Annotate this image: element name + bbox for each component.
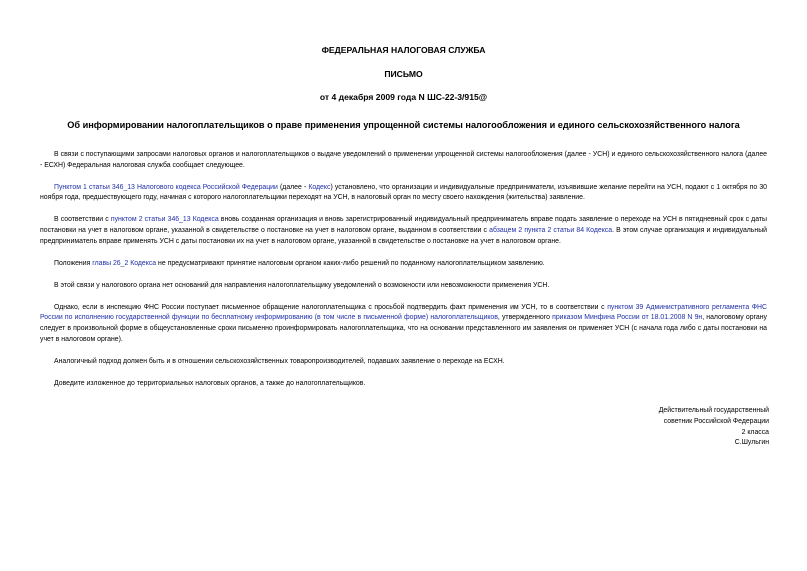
link-code[interactable]: Кодекс: [308, 183, 331, 191]
paragraph-text: . В этом случае организация и индивидуальный предприниматель вправе применять УСН с даты постановки их на учет в налоговом органе, указанной в свидетельстве о постановке на учет в налоговом органе.: [40, 226, 767, 245]
document-type: ПИСЬМО: [384, 69, 423, 79]
link-article-346-13-p1[interactable]: Пунктом 1 статьи 346_13 Налогового кодекса Российской Федерации: [54, 183, 278, 191]
link-article-84[interactable]: абзацем 2 пункта 2 статьи 84 Кодекса: [489, 226, 613, 234]
signature-line-3: 2 класса: [741, 428, 769, 436]
signature-name: С.Шульгин: [734, 439, 769, 447]
paragraph-text: , налоговому органу следует в произвольной форме в общеустановленные сроки письменно проинформировать налогоплательщика, что на основании представленного им заявления он применяет УСН (с начала года либо с даты постановки на учет в налоговом органе).: [40, 314, 767, 343]
paragraph-6: [40, 303, 767, 345]
signature-line-2: советник Российской Федерации: [663, 417, 769, 425]
paragraph-text: вновь созданная организация и вновь зарегистрированный индивидуальный предприниматель вправе подать заявление о переходе на УСН в пятидневный срок с даты постановки на учет в налоговом органе, указанной в свидетельстве о постановке на учет в налоговом органе, выданном в соответствии с: [40, 216, 767, 234]
paragraph-text: не предусматривают принятие налоговым органом каких-либо решений по поданному налогоплательщиком заявлению.: [156, 259, 545, 267]
document-title: Об информировании налогоплательщиков о праве применения упрощенной системы налогообложения и единого сельскохозяйственного налога: [67, 120, 740, 130]
document-date-number: от 4 декабря 2009 года N ШС-22-3/915@: [319, 92, 488, 102]
link-chapter-26-2[interactable]: главы 26_2 Кодекса: [92, 259, 157, 267]
paragraph-text: , утвержденного: [497, 314, 553, 322]
paragraph-2: [40, 183, 767, 204]
signature-block: [549, 406, 769, 449]
paragraph-text: (далее -: [277, 183, 309, 191]
agency-name: ФЕДЕРАЛЬНАЯ НАЛОГОВАЯ СЛУЖБА: [321, 45, 486, 55]
paragraph-3: [40, 215, 767, 247]
paragraph-4: [40, 259, 767, 270]
signature-line-1: Действительный государственный: [658, 407, 769, 414]
paragraph-7: Аналогичный подход должен быть и в отношении сельскохозяйственных товаропроизводителей, подавших заявление о переходе на ЕСХН.: [54, 357, 505, 365]
paragraph-8: Доведите изложенное до территориальных налоговых органов, а также до налогоплательщиков.: [54, 379, 366, 387]
document-body: [40, 150, 767, 401]
paragraph-5: В этой связи у налогового органа нет оснований для направления налогоплательщику уведомлений о возможности или невозможности применения УСН.: [54, 281, 550, 289]
link-minfin-order[interactable]: приказом Минфина России от 18.01.2008 N 9н: [552, 314, 703, 322]
paragraph-1: В связи с поступающими запросами налоговых органов и налогоплательщиков о выдаче уведомлений о применении упрощенной системы налогообложения (далее - УСН) и единого сельскохозяйственного налога (далее - ЕСХН) Федеральная налоговая служба сообщает следующее.: [40, 151, 767, 169]
link-article-346-13-p2[interactable]: пунктом 2 статьи 346_13 Кодекса: [110, 216, 219, 224]
paragraph-text: Положения: [54, 259, 93, 267]
paragraph-text: Однако, если в инспекцию ФНС России поступает письменное обращение налогоплательщика с просьбой подтвердить факт применения им УСН, то в соответствии с: [54, 303, 608, 311]
link-admin-regulation[interactable]: пунктом 39 Административного регламента ФНС России по исполнению государственной функции по бесплатному информированию (в том числе в письменной форме) налогоплательщиков: [40, 303, 767, 322]
paragraph-text: В соответствии с: [54, 216, 111, 224]
paragraph-text: ) установлено, что организации и индивидуальные предприниматели, изъявившие желание перейти на УСН, подают с 1 октября по 30 ноября года, предшествующего году, начиная с которого налогоплательщики переходят на УСН, в налоговый орган по месту своего нахождения (жительства) заявление.: [40, 183, 767, 202]
